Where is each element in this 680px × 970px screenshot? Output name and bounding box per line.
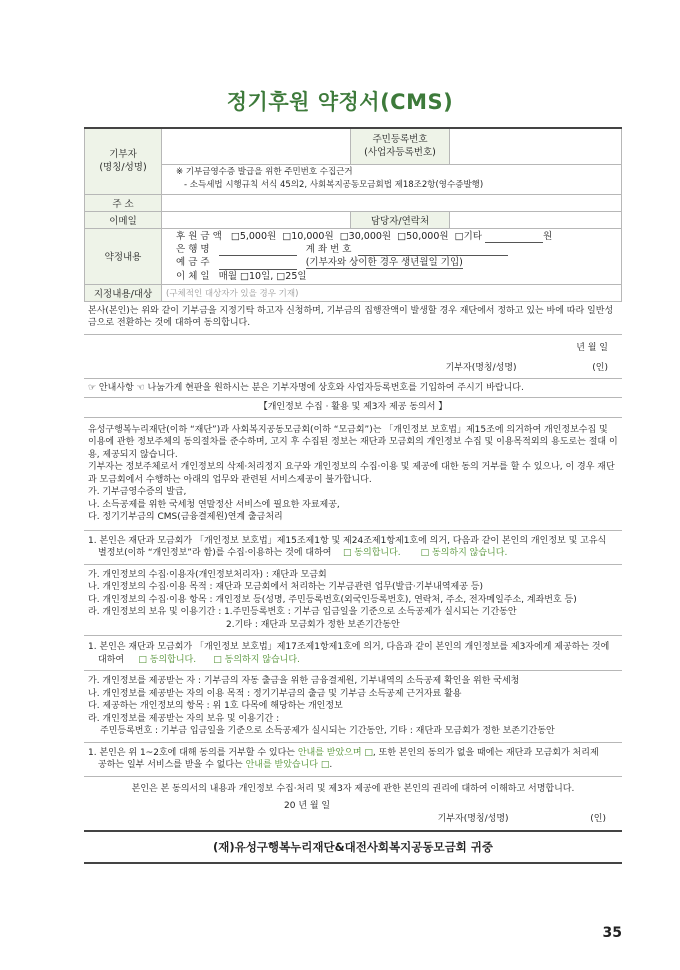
contact-label: 담당자/연락처 [351, 211, 450, 228]
provide-items: 가. 개인정보를 제공받는 자 : 기부금의 자동 출금을 위한 금융결제원, 기부내역의 소득공제 확인을 위한 국세청 나. 개인정보를 제공받는 자의 이용 목적 : 정기기부금의 출금 및 기부금 소득공제 근거자료 활용 다. 제공하는 개인정보의 항목 : 위 1호 다목에 해당하는 개인정보 라. 개인정보를 제공받는 자의 보유 및 이용기간 : 주민등록번호 : 기부금 입금일을 기준으로 소득공제가 실시되는 기간동안, 기타 : 재단과 모금회가 정한 보존기간동안 [84, 671, 622, 743]
address-field[interactable] [162, 194, 622, 211]
provide-agree-checkbox[interactable]: □ 동의합니다. [138, 654, 197, 665]
contact-field[interactable] [450, 211, 622, 228]
service-notice-checkbox[interactable]: 안내를 받았습니다 □ [245, 760, 330, 770]
consent-provide: 1. 본인은 재단과 모금회가 「개인정보 보호법」제17조제1항제1호에 의거, 다음과 같이 본인의 개인정보를 제3자에게 제공하는 것에 대하여 □ 동의합니다. □ 동의하지 않습니다. [84, 636, 622, 671]
address-label: 주 소 [85, 194, 162, 211]
pledge-amount-row: 후 원 금 액 □5,000원 □10,000원 □30,000원 □50,000원 □기타 원 [176, 230, 553, 242]
id-number-label: 주민등록번호 (사업자등록번호) [351, 128, 450, 164]
target-label: 지정내용/대상 [85, 284, 162, 301]
provide-disagree-checkbox[interactable]: □ 동의하지 않습니다. [213, 654, 300, 665]
date-line: 년 월 일 [576, 342, 608, 353]
amount-other-checkbox[interactable]: □기타 [454, 230, 482, 242]
amount-5000-checkbox[interactable]: □5,000원 [230, 230, 277, 242]
withdraw-day-options[interactable]: 매월 □10일, □25일 [218, 270, 307, 282]
holder-row: 예 금 주 (기부자와 상이한 경우 생년월일 기입) [176, 256, 463, 268]
donor-label: 기부자 (명칭/성명) [85, 128, 162, 194]
target-field[interactable]: (구체적인 대상자가 있을 경우 기재) [162, 284, 622, 301]
consent-main: 본사(본인)는 위와 같이 기부금을 지정기탁 하고자 신청하며, 기부금의 집행잔액이 발생할 경우 재단에서 정하고 있는 바에 따라 일반성금으로 전환하는 것에 대하여 동의합니다. [84, 302, 622, 335]
footer-recipient: (재)유성구행복누리재단&대전사회복지공동모금회 귀중 [84, 832, 622, 864]
email-label: 이메일 [85, 211, 162, 228]
amount-other-field[interactable] [485, 232, 543, 243]
page-number: 35 [602, 925, 622, 941]
amount-30000-checkbox[interactable]: □30,000원 [339, 230, 392, 242]
notice: ☞ 안내사항 ☜ 나눔가게 현판을 원하시는 분은 기부자명에 상호와 사업자등록번호를 기입하여 주시기 바랍니다. [84, 379, 622, 399]
final-signature: 기부자(명칭/성명) (인) [84, 813, 622, 833]
page-title: 정기후원 약정서(CMS) [226, 90, 454, 114]
collect-disagree-checkbox[interactable]: □ 동의하지 않습니다. [420, 548, 508, 558]
pledge-form [84, 127, 622, 864]
consent-refusal: 1. 본인은 위 1~2호에 대해 동의를 거부할 수 있다는 안내를 받았으며 □, 또한 본인의 동의가 없을 때에는 재단과 모금회가 처리제 공하는 일부 서비스를 받을 수 없다는 안내를 받았습니다 □. [84, 743, 622, 777]
withdraw-row: 이 체 일 매월 □10일, □25일 [176, 270, 307, 282]
account-field[interactable] [358, 245, 508, 256]
consent-collect: 1. 본인은 재단과 모금회가 「개인정보 보호법」제15조제1항 및 제24조제1항제1호에 의거, 다음과 같이 본인의 개인정보 및 고유식 별정보(이하 “개인정보”라 함)를 수집·이용하는 것에 대하여 □ 동의합니다. □ 동의하지 않습니다. [84, 531, 622, 565]
privacy-intro: 유성구행복누리재단(이하 “재단”)과 사회복지공동모금회(이하 “모금회”)는 「개인정보 보호법」제15조에 의거하여 개인정보수집 및 이용에 관한 정보주체의 동의절차를 준수하며, 고지 후 수집된 정보는 재단과 모금회의 개인정보 수집 및 이용목적외의 용도로는 절대 이용, 제공되지 않습니다. 기부자는 정보주체로서 개인정보의 삭제·처리정지 요구와 개인정보의 수집·이용 및 제공에 대한 동의 거부를 할 수 있으나, 이 경우 재단과 모금회에서 수행하는 아래의 업무와 관련된 서비스제공이 불가합니다. 가. 기부금영수증의 발급, 나. 소득공제를 위한 국세청 연말정산 서비스에 필요한 자료제공, 다. 정기기부금의 CMS(금융결제원)연계 출금처리 [84, 418, 622, 531]
collect-items: 가. 개인정보의 수집·이용자(개인정보처리자) : 재단과 모금회 나. 개인정보의 수집·이용 목적 : 재단과 모금회에서 처리하는 기부금관련 업무(발급·기부내역제공 등) 다. 개인정보의 수집·이용 항목 : 개인정보 등(성명, 주민등록번호(외국인등록번호), 연락처, 주소, 전자메일주소, 계좌번호 등) 라. 개인정보의 보유 및 이용기간 : 1.주민등록번호 : 기부금 입금일을 기준으로 소득공제가 실시되는 기간동안 2.기타 : 재단과 모금회가 정한 보존기간동안 [84, 565, 622, 637]
donor-info-table [84, 127, 622, 302]
bank-field[interactable] [219, 245, 297, 256]
seal-mark: (인) [592, 363, 608, 373]
id-number-field[interactable] [450, 128, 622, 164]
refusal-notice-checkbox[interactable]: 안내를 받았으며 □ [297, 747, 373, 758]
amount-10000-checkbox[interactable]: □10,000원 [282, 230, 334, 242]
bank-row: 은 행 명 계 좌 번 호 [176, 243, 617, 256]
signature-line: 기부자(명칭/성명) (인) [84, 354, 622, 379]
holder-field[interactable] [219, 259, 297, 270]
amount-50000-checkbox[interactable]: □50,000원 [397, 230, 449, 242]
privacy-title: 【개인정보 수집 · 활용 및 제3자 제공 동의서 】 [84, 398, 622, 418]
final-seal-mark: (인) [590, 813, 606, 824]
final-statement: 본인은 본 동의서의 내용과 개인정보 수집·처리 및 제3자 제공에 관한 본인의 권리에 대하여 이해하고 서명합니다. [131, 783, 575, 794]
pledge-label: 약정내용 [85, 228, 162, 284]
email-field[interactable] [162, 211, 351, 228]
donor-name-field[interactable] [162, 128, 351, 164]
final-date: 20 년 월 일 [284, 801, 331, 811]
pledge-details [162, 228, 622, 284]
receipt-note: ※ 기부금영수증 발급을 위한 주민번호 수집근거 - 소득세법 시행규칙 서식 45의2, 사회복지공동모금회법 제18조2항(영수증발행) [162, 164, 622, 194]
collect-agree-checkbox[interactable]: □ 동의합니다. [342, 548, 401, 558]
